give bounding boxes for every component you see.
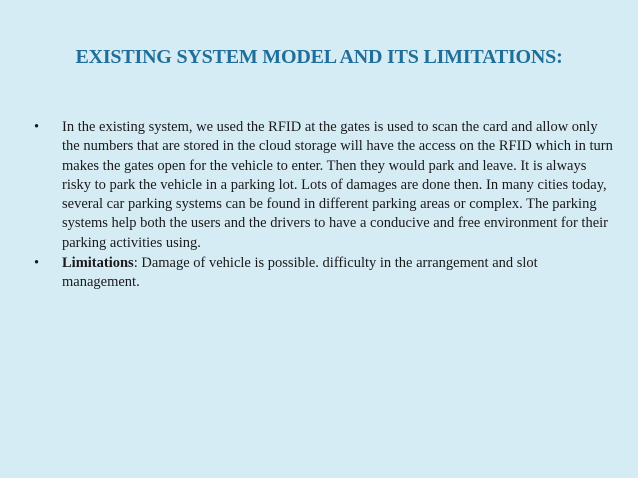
bullet-text: In the existing system, we used the RFID at the gates is used to scan the card and allow only the numbers that are stored in the cloud storage will have the access on the RFID which in turn makes the gates open for the vehicle to enter. Then they would park and leave. It is always risky to park the vehicle in a parking lot. Lots of damages are done then. In many cities today, several car parking systems can be found in different parking areas or complex. The parking systems help both the users and the drivers to have a conducive and free environment for their parking activities using. — [62, 119, 613, 251]
bullet-list — [34, 118, 614, 294]
bullet-text: : Damage of vehicle is possible. difficulty in the arrangement and slot management. — [62, 255, 538, 291]
bullet-icon: • — [34, 255, 40, 272]
bullet-item-limitations — [34, 254, 614, 293]
bullet-icon: • — [34, 119, 40, 135]
slide-title: EXISTING SYSTEM MODEL AND ITS LIMITATIONS: — [75, 46, 563, 68]
bullet-item-existing-system — [34, 118, 614, 253]
limitations-label: Limitations — [62, 255, 134, 272]
